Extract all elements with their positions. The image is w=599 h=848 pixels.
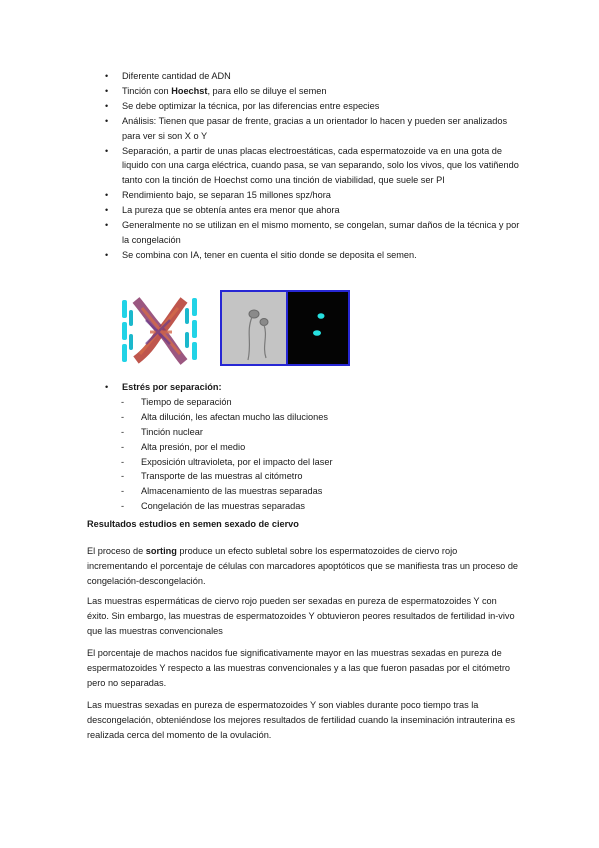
figure-row (122, 290, 352, 368)
bullet-icon: • (105, 85, 109, 96)
bullet-icon: • (105, 190, 109, 201)
dash-icon: - (121, 501, 125, 512)
bullet-icon: • (105, 115, 109, 126)
dash-icon: - (121, 426, 125, 437)
paragraph: El porcentaje de machos nacidos fue significativamente mayor en las muestras sexadas en pureza de espermatozoides Y respecto a las muestras convencionales y a las que fueron pasadas por el citómetro pero no separadas. (87, 648, 511, 688)
stress-item: - Transporte de las muestras al citómetro (121, 469, 504, 484)
sperm-shape (222, 292, 288, 364)
paragraph: El proceso de sorting produce un efecto subletal sobre los espermatozoides de ciervo rojo incrementando el porcentaje de células con marcadores apoptóticos que se manifiesta tras un proceso de congelación-descongelación. (87, 546, 519, 586)
bullet-item: • Se debe optimizar la técnica, por las diferencias entre especies (104, 99, 524, 114)
bullet-item: • Separación, a partir de unas placas electroestáticas, cada espermatozoide va en una gota de liquido con una carga eléctrica, cuando pasa, se van separando, solo los vivos, que los vatiñendo tanto con la tinción de Hoechst como una tinción de viabilidad, que suele ser PI (105, 145, 519, 186)
bullet-item: • Rendimiento bajo, se separan 15 millones spz/hora (104, 188, 524, 203)
bullet-item: • Tinción con Hoechst, para ello se diluye el semen (104, 84, 524, 99)
bullet-item: • Se combina con IA, tener en cuenta el sitio donde se deposita el semen. (104, 248, 524, 263)
section-title: Resultados estudios en semen sexado de ciervo (87, 519, 299, 529)
dash-icon: - (121, 441, 125, 452)
dash-icon: - (121, 486, 125, 497)
stress-item: - Alta presión, por el medio (121, 440, 504, 455)
dash-icon: - (121, 411, 125, 422)
stress-item: - Tinción nuclear (121, 425, 504, 440)
dash-icon: - (121, 456, 125, 467)
bullet-icon: • (105, 71, 109, 81)
stress-item: - Tiempo de separación (121, 395, 504, 410)
bullet-item: • La pureza que se obtenía antes era menor que ahora (104, 203, 524, 218)
technique-bullet-list (104, 69, 524, 263)
bullet-icon: • (105, 145, 109, 156)
bullet-icon: • (105, 249, 109, 260)
bullet-item: • Diferente cantidad de ADN (104, 69, 524, 84)
stress-list (104, 395, 504, 514)
dash-icon: - (121, 471, 125, 482)
fluorescence-image (286, 290, 350, 366)
bullet-item: • Análisis: Tienen que pasar de frente, gracias a un orientador lo hacen y pueden ser analizados para ver si son X o Y (105, 115, 508, 141)
bullet-icon: • (105, 100, 109, 111)
paragraph: Las muestras sexadas en pureza de espermatozoides Y son viables durante poco tiempo tras la descongelación, obteniéndose los mejores resultados de fertilidad cuando la inseminación intrauterina es realizada cerca del momento de la ovulación. (87, 700, 515, 740)
stress-heading: • Estrés por separación: (104, 380, 504, 395)
stress-item: - Alta dilución, les afectan mucho las diluciones (121, 410, 504, 425)
stress-section (104, 380, 504, 514)
fluorescent-nuclei (288, 292, 348, 364)
stress-item: - Almacenamiento de las muestras separadas (121, 484, 504, 499)
sperm-microscopy-image (220, 290, 290, 366)
dna-helix-image (122, 296, 200, 366)
dash-icon: - (121, 396, 125, 407)
stress-item: - Exposición ultravioleta, por el impacto del laser (121, 455, 504, 470)
stress-item: - Congelación de las muestras separadas (121, 499, 504, 514)
bullet-icon: • (105, 205, 109, 216)
bullet-icon: • (105, 382, 109, 392)
paragraph: Las muestras espermáticas de ciervo rojo pueden ser sexadas en pureza de espermatozoides Y con éxito. Sin embargo, las muestras de espermatozoides Y obtuvieron peores resultados de fertilidad in-vivo que las muestras convencionales (87, 596, 515, 636)
bullet-icon: • (105, 220, 109, 231)
bullet-item: • Generalmente no se utilizan en el mismo momento, se congelan, sumar daños de la técnica y por la congelación (105, 220, 520, 245)
